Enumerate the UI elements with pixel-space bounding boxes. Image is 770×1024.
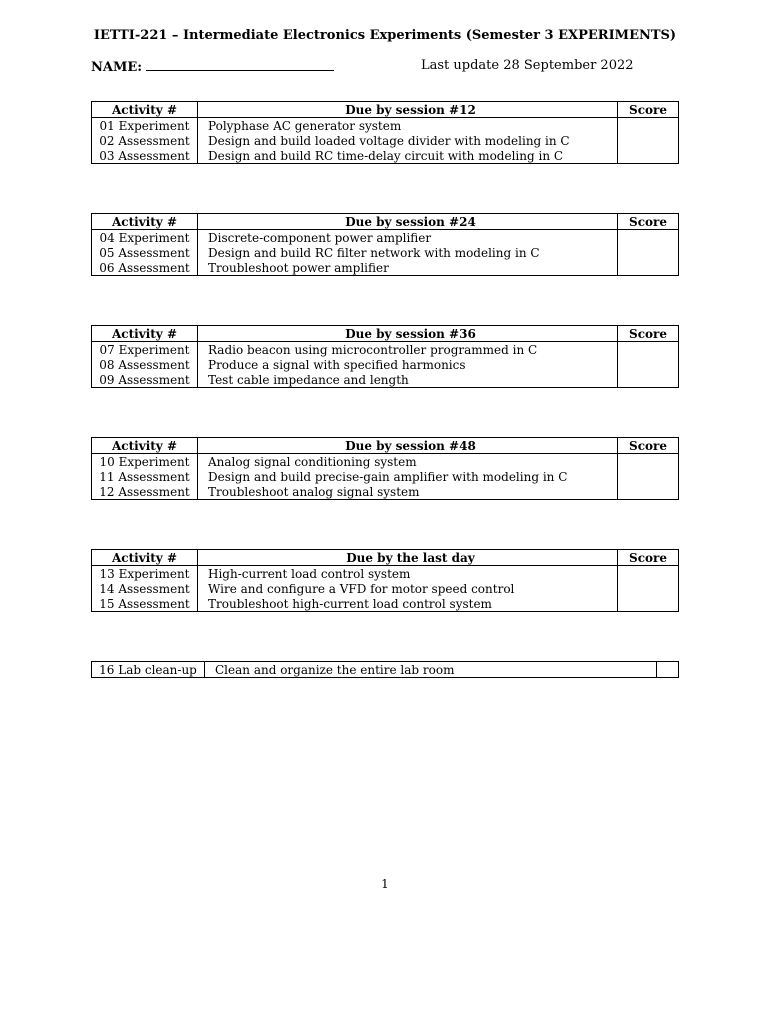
score-cell [618,469,679,484]
table-row [92,118,679,134]
activity-cell: 04 Experiment [92,230,198,246]
score-cell [618,357,679,372]
description-cell: Design and build RC filter network with modeling in C [198,245,618,260]
table-row [92,484,679,500]
description-cell: Polyphase AC generator system [198,118,618,134]
name-blank-line [146,58,334,71]
activity-cell: 13 Experiment [92,566,198,582]
description-cell: Troubleshoot high-current load control system [198,596,618,612]
column-header-activity: Activity # [92,214,198,230]
activity-cell: 01 Experiment [92,118,198,134]
column-header-due: Due by session #24 [198,214,618,230]
column-header-activity: Activity # [92,326,198,342]
score-cell [618,133,679,148]
cleanup-table [91,661,679,678]
column-header-score: Score [618,438,679,454]
table-row [92,581,679,596]
column-header-score: Score [618,550,679,566]
schedule-table-1 [91,101,679,164]
activity-cell: 16 Lab clean-up [92,662,205,678]
table-row [92,662,679,678]
table-row [92,148,679,164]
column-header-due: Due by the last day [198,550,618,566]
description-cell: Produce a signal with specified harmonics [198,357,618,372]
activity-cell: 02 Assessment [92,133,198,148]
table-row [92,230,679,246]
table-row [92,566,679,582]
description-cell: Test cable impedance and length [198,372,618,388]
table-row [92,596,679,612]
column-header-activity: Activity # [92,102,198,118]
description-cell: Analog signal conditioning system [198,454,618,470]
activity-cell: 06 Assessment [92,260,198,276]
description-cell: Design and build RC time-delay circuit with modeling in C [198,148,618,164]
score-cell [618,596,679,612]
score-cell [618,566,679,582]
description-cell: High-current load control system [198,566,618,582]
table-row [92,454,679,470]
table-row [92,357,679,372]
table-row [92,372,679,388]
description-cell: Troubleshoot analog signal system [198,484,618,500]
activity-cell: 05 Assessment [92,245,198,260]
document-title: IETTI-221 – Intermediate Electronics Experiments (Semester 3 EXPERIMENTS) [93,28,677,43]
description-cell: Troubleshoot power amplifier [198,260,618,276]
table-row [92,133,679,148]
score-cell [618,372,679,388]
score-cell [618,581,679,596]
schedule-table-4 [91,437,679,500]
activity-cell: 10 Experiment [92,454,198,470]
column-header-activity: Activity # [92,438,198,454]
column-header-activity: Activity # [92,550,198,566]
table-row [92,469,679,484]
score-cell [618,484,679,500]
description-cell: Clean and organize the entire lab room [205,662,657,678]
column-header-due: Due by session #12 [198,102,618,118]
activity-cell: 08 Assessment [92,357,198,372]
column-header-score: Score [618,214,679,230]
score-cell [618,342,679,358]
activity-cell: 15 Assessment [92,596,198,612]
schedule-table-2 [91,213,679,276]
activity-cell: 12 Assessment [92,484,198,500]
description-cell: Design and build loaded voltage divider with modeling in C [198,133,618,148]
activity-cell: 11 Assessment [92,469,198,484]
score-cell [618,245,679,260]
description-cell: Wire and configure a VFD for motor speed control [198,581,618,596]
score-cell [618,454,679,470]
activity-cell: 09 Assessment [92,372,198,388]
table-row [92,342,679,358]
column-header-score: Score [618,102,679,118]
last-update: Last update 28 September 2022 [421,58,634,73]
activity-cell: 03 Assessment [92,148,198,164]
name-label: NAME: [91,60,143,75]
description-cell: Design and build precise-gain amplifier with modeling in C [198,469,618,484]
table-row [92,245,679,260]
schedule-table-5 [91,549,679,612]
description-cell: Discrete-component power amplifier [198,230,618,246]
column-header-score: Score [618,326,679,342]
description-cell: Radio beacon using microcontroller programmed in C [198,342,618,358]
name-field [91,58,334,75]
activity-cell: 14 Assessment [92,581,198,596]
score-cell [618,148,679,164]
score-cell [618,260,679,276]
score-cell [618,118,679,134]
schedule-table-3 [91,325,679,388]
page-number: 1 [381,877,389,891]
table-row [92,260,679,276]
score-cell [618,230,679,246]
column-header-due: Due by session #48 [198,438,618,454]
activity-cell: 07 Experiment [92,342,198,358]
score-cell [657,662,679,678]
column-header-due: Due by session #36 [198,326,618,342]
